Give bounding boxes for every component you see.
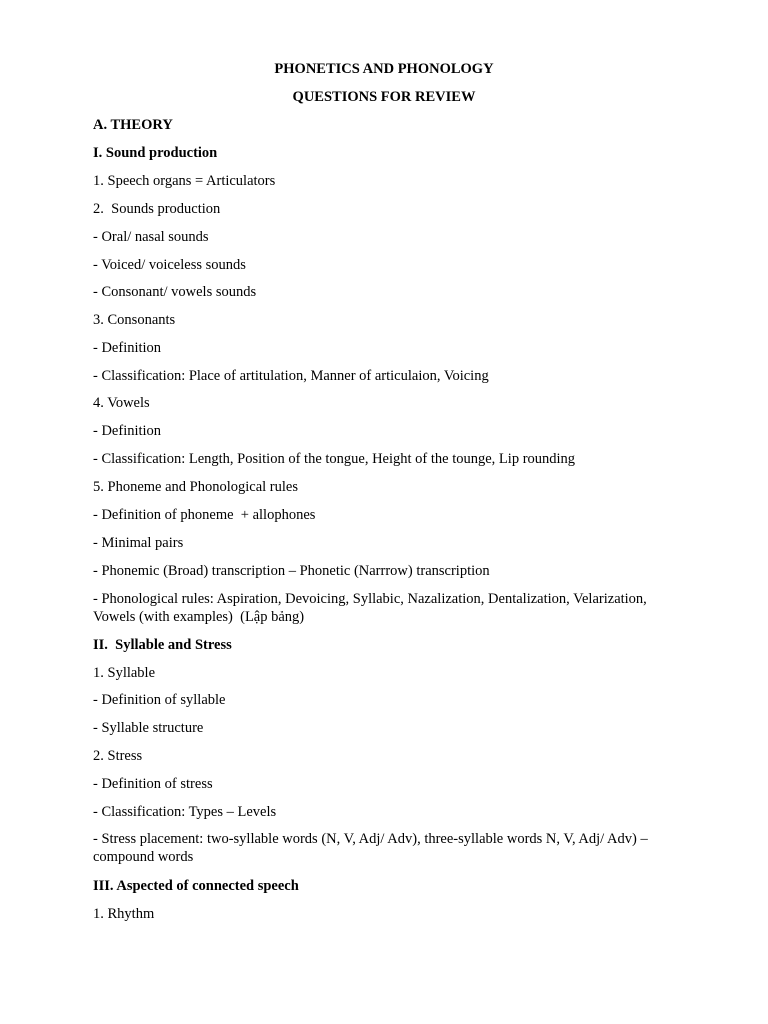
list-item: - Classification: Types – Levels bbox=[93, 804, 277, 820]
list-item: 3. Consonants bbox=[93, 312, 176, 328]
list-item: - Voiced/ voiceless sounds bbox=[93, 257, 246, 273]
list-item: 1. Rhythm bbox=[93, 906, 155, 922]
list-item: - Phonemic (Broad) transcription – Phonetic (Narrrow) transcription bbox=[93, 563, 490, 579]
part-heading-sound-production: I. Sound production bbox=[93, 145, 218, 161]
part-heading-syllable-stress: II. Syllable and Stress bbox=[93, 637, 232, 653]
section-heading-theory: A. THEORY bbox=[93, 117, 173, 133]
document-title: PHONETICS AND PHONOLOGY bbox=[274, 61, 494, 77]
list-item: 1. Speech organs = Articulators bbox=[93, 173, 276, 189]
list-item: - Definition of syllable bbox=[93, 692, 226, 708]
list-item: - Classification: Place of artitulation, Manner of articulaion, Voicing bbox=[93, 368, 489, 384]
list-item: - Consonant/ vowels sounds bbox=[93, 284, 257, 300]
list-item: - Syllable structure bbox=[93, 720, 204, 736]
list-item: 5. Phoneme and Phonological rules bbox=[93, 479, 298, 495]
list-item: - Phonological rules: Aspiration, Devoicing, Syllabic, Nazalization, Dentalization, Velarization, Vowels (with examples) (Lập bảng) bbox=[93, 591, 651, 625]
list-item: - Classification: Length, Position of the tongue, Height of the tounge, Lip rounding bbox=[93, 451, 576, 467]
list-item: - Oral/ nasal sounds bbox=[93, 229, 209, 245]
part-heading-connected-speech: III. Aspected of connected speech bbox=[93, 878, 299, 894]
list-item: - Definition of phoneme + allophones bbox=[93, 507, 316, 523]
list-item: - Definition of stress bbox=[93, 776, 213, 792]
list-item: - Stress placement: two-syllable words (N, V, Adj/ Adv), three-syllable words N, V, Adj/ Adv) – compound words bbox=[93, 831, 652, 865]
list-item: - Minimal pairs bbox=[93, 535, 184, 551]
list-item: 4. Vowels bbox=[93, 395, 150, 411]
document-subtitle: QUESTIONS FOR REVIEW bbox=[292, 89, 476, 105]
list-item: - Definition bbox=[93, 340, 162, 356]
list-item: 2. Stress bbox=[93, 748, 143, 764]
list-item: 2. Sounds production bbox=[93, 201, 221, 217]
list-item: - Definition bbox=[93, 423, 162, 439]
list-item: 1. Syllable bbox=[93, 665, 156, 681]
